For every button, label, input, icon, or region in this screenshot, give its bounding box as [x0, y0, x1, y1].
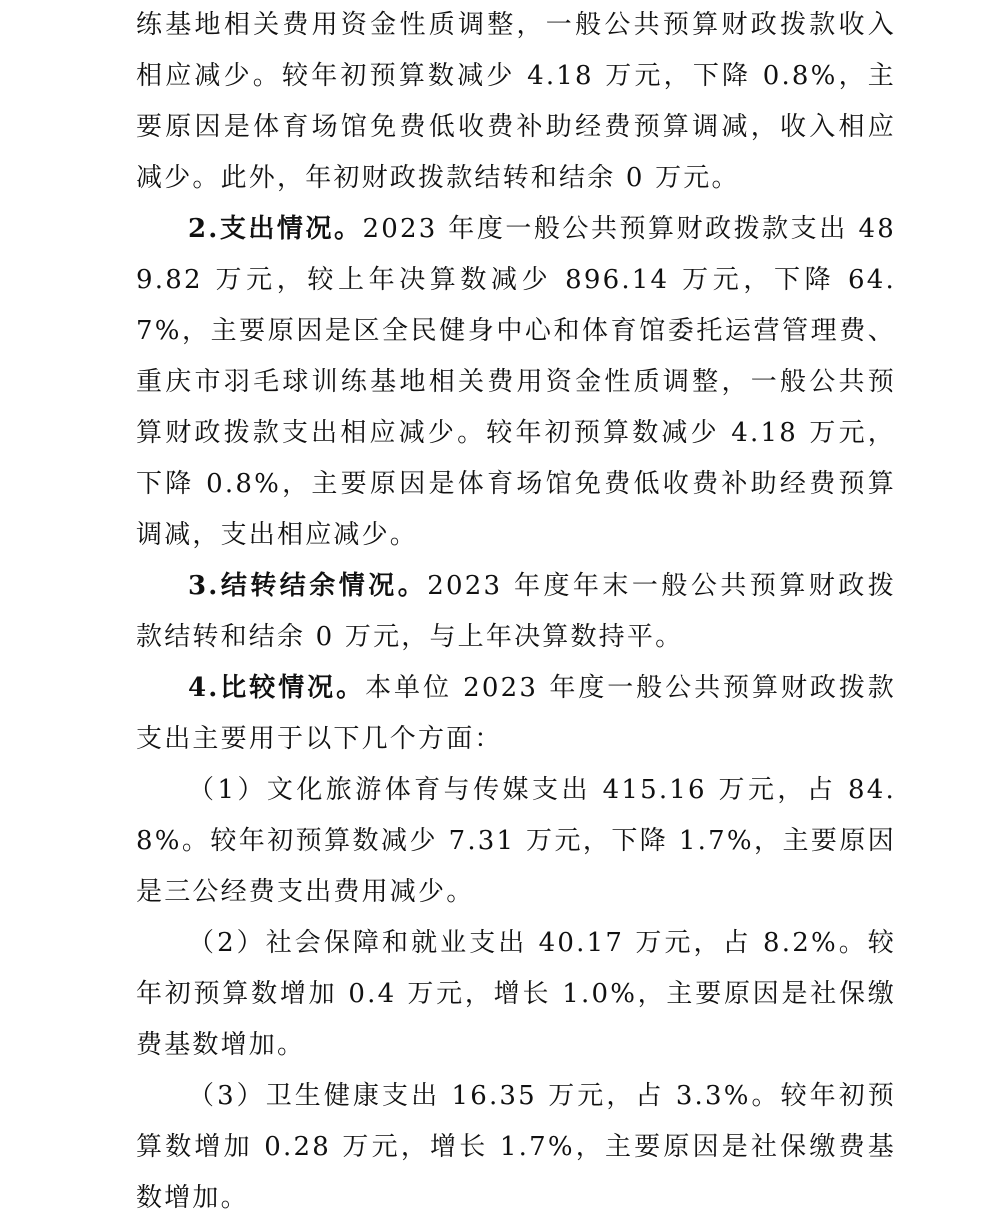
paragraph-expenditure — [136, 204, 896, 561]
section-heading-carryover: 3.结转结余情况。 — [188, 571, 428, 601]
section-heading-comparison: 4.比较情况。 — [188, 673, 366, 703]
list-item-culture-sports — [136, 765, 896, 918]
document-body — [136, 0, 896, 1224]
paragraph-carryover — [136, 561, 896, 663]
paragraph-text: 练基地相关费用资金性质调整，一般公共预算财政拨款收入相应减少。较年初预算数减少 4.18 万元，下降 0.8%，主要原因是体育场馆免费低收费补助经费预算调减，收入相应减少。此外，年初财政拨款结转和结余 0 万元。 — [136, 10, 896, 193]
list-item-social-security — [136, 918, 896, 1071]
paragraph-text: （3）卫生健康支出 16.35 万元，占 3.3%。较年初预算数增加 0.28 万元，增长 1.7%，主要原因是社保缴费基数增加。 — [136, 1081, 896, 1213]
paragraph-text: 2023 年度年末一般公共预算财政拨款结转和结余 0 万元，与上年决算数持平。 — [136, 571, 896, 652]
paragraph-text: 本单位 2023 年度一般公共预算财政拨款支出主要用于以下几个方面： — [136, 673, 896, 754]
paragraph-text: （1）文化旅游体育与传媒支出 415.16 万元，占 84.8%。较年初预算数减少 7.31 万元，下降 1.7%，主要原因是三公经费支出费用减少。 — [136, 775, 896, 907]
paragraph-revenue-continuation — [136, 0, 896, 204]
paragraph-comparison — [136, 663, 896, 765]
paragraph-text: （2）社会保障和就业支出 40.17 万元，占 8.2%。较年初预算数增加 0.4 万元，增长 1.0%，主要原因是社保缴费基数增加。 — [136, 928, 896, 1060]
paragraph-text: 2023 年度一般公共预算财政拨款支出 489.82 万元，较上年决算数减少 896.14 万元，下降 64.7%，主要原因是区全民健身中心和体育馆委托运营管理费、重庆市羽毛球训练基地相关费用资金性质调整，一般公共预算财政拨款支出相应减少。较年初预算数减少 4.18 万元，下降 0.8%，主要原因是体育场馆免费低收费补助经费预算调减，支出相应减少。 — [136, 214, 896, 550]
list-item-health — [136, 1071, 896, 1224]
section-heading-expenditure: 2.支出情况。 — [188, 214, 363, 244]
